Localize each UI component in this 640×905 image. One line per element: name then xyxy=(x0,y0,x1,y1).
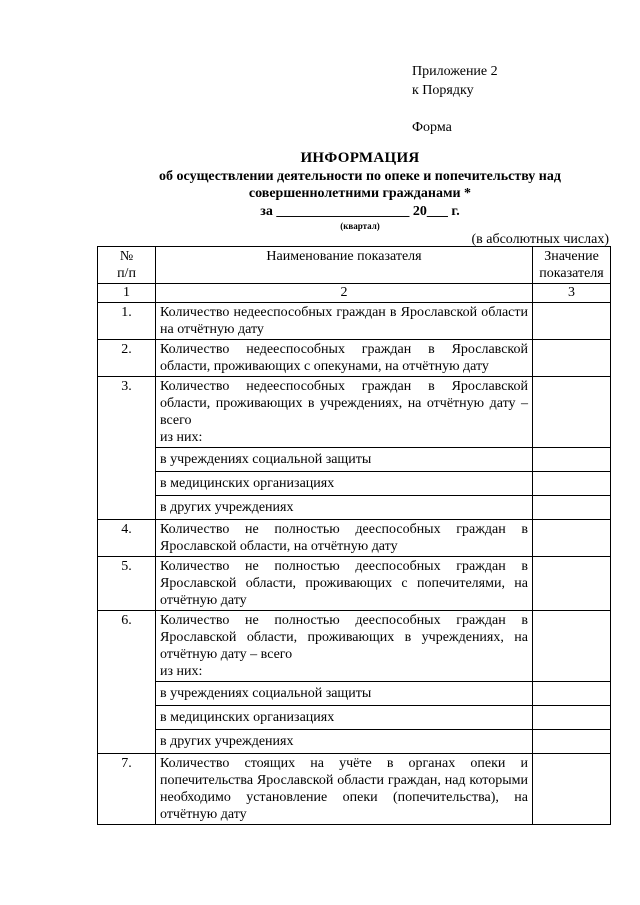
subrow-value-cell xyxy=(533,448,611,472)
header-value-line-1: Значение xyxy=(544,249,599,264)
appendix-line-2: к Порядку xyxy=(412,83,474,98)
column-number-row xyxy=(98,284,611,303)
table-subrow xyxy=(98,682,611,706)
sub-label: из них: xyxy=(160,430,203,445)
subrow-indicator-name: в учреждениях социальной защиты xyxy=(156,682,533,706)
row-number: 5. xyxy=(98,557,156,611)
row-value-cell xyxy=(533,611,611,682)
table-body xyxy=(98,303,611,825)
subrow-indicator-name: в медицинских организациях xyxy=(156,472,533,496)
indicator-text: Количество не полностью дееспособных граждан в Ярославской области, проживающих в учреждениях, на отчётную дату – всего xyxy=(160,613,528,662)
row-indicator-name xyxy=(156,754,533,825)
subrow-value-cell xyxy=(533,706,611,730)
row-number: 4. xyxy=(98,520,156,557)
row-number: 6. xyxy=(98,611,156,682)
row-number: 1. xyxy=(98,303,156,340)
row-indicator-name xyxy=(156,520,533,557)
indicator-text: Количество не полностью дееспособных граждан в Ярославской области, проживающих с попечителями, на отчётную дату xyxy=(160,559,528,608)
subrow-number xyxy=(98,472,156,496)
document-subtitle-line-1: об осуществлении деятельности по опеке и попечительству над xyxy=(159,169,561,184)
subrow-value-cell xyxy=(533,472,611,496)
appendix-line-1: Приложение 2 xyxy=(412,64,498,79)
column-number-1: 1 xyxy=(98,284,156,303)
table-subrow xyxy=(98,448,611,472)
document-title-block xyxy=(100,149,620,232)
indicators-table xyxy=(97,246,611,825)
appendix-block xyxy=(412,62,498,137)
row-number: 2. xyxy=(98,340,156,377)
document-subtitle-line-2: совершеннолетними гражданами * xyxy=(248,186,472,201)
subrow-indicator-name: в медицинских организациях xyxy=(156,706,533,730)
indicator-text: Количество недееспособных граждан в Ярославской области, проживающих с опекунами, на отчётную дату xyxy=(160,342,528,374)
form-label: Форма xyxy=(412,120,452,135)
subrow-number xyxy=(98,706,156,730)
row-number: 7. xyxy=(98,754,156,825)
table-subrow xyxy=(98,730,611,754)
sub-label: из них: xyxy=(160,664,203,679)
table-row xyxy=(98,303,611,340)
subrow-value-cell xyxy=(533,496,611,520)
subrow-value-cell xyxy=(533,730,611,754)
header-num-line-1: № xyxy=(119,249,134,264)
table-row xyxy=(98,557,611,611)
subrow-indicator-name: в других учреждениях xyxy=(156,730,533,754)
row-indicator-name xyxy=(156,303,533,340)
subrow-number xyxy=(98,448,156,472)
indicator-text: Количество не полностью дееспособных граждан в Ярославской области, на отчётную дату xyxy=(160,522,528,554)
table-row xyxy=(98,520,611,557)
table-row xyxy=(98,377,611,448)
indicator-text: Количество недееспособных граждан в Ярославской области, проживающих в учреждениях, на отчётную дату – всего xyxy=(160,379,528,428)
table-row xyxy=(98,340,611,377)
header-name: Наименование показателя xyxy=(156,247,533,284)
row-value-cell xyxy=(533,340,611,377)
quarter-note: (квартал) xyxy=(340,221,380,231)
document-title: ИНФОРМАЦИЯ xyxy=(300,150,420,166)
table-row xyxy=(98,754,611,825)
row-value-cell xyxy=(533,754,611,825)
row-value-cell xyxy=(533,520,611,557)
table-subrow xyxy=(98,706,611,730)
row-indicator-name xyxy=(156,557,533,611)
row-indicator-name xyxy=(156,377,533,448)
indicator-text: Количество недееспособных граждан в Ярославской области на отчётную дату xyxy=(160,305,528,337)
subrow-number xyxy=(98,496,156,520)
subrow-number xyxy=(98,730,156,754)
row-number: 3. xyxy=(98,377,156,448)
row-value-cell xyxy=(533,303,611,340)
period-line: за ___________________ 20___ г. xyxy=(260,204,460,219)
column-number-2: 2 xyxy=(156,284,533,303)
table-subrow xyxy=(98,496,611,520)
row-indicator-name xyxy=(156,611,533,682)
table-row xyxy=(98,611,611,682)
row-value-cell xyxy=(533,557,611,611)
row-value-cell xyxy=(533,377,611,448)
subrow-indicator-name: в учреждениях социальной защиты xyxy=(156,448,533,472)
column-number-3: 3 xyxy=(533,284,611,303)
indicator-text: Количество стоящих на учёте в органах опеки и попечительства Ярославской области граждан, над которыми необходимо установление опеки (попечительства), на отчётную дату xyxy=(160,756,528,822)
header-num-line-2: п/п xyxy=(117,266,136,281)
table-header-row xyxy=(98,247,611,284)
table-subrow xyxy=(98,472,611,496)
units-note: (в абсолютных числах) xyxy=(471,232,609,247)
subrow-number xyxy=(98,682,156,706)
header-value-line-2: показателя xyxy=(539,266,604,281)
header-num xyxy=(98,247,156,284)
subrow-indicator-name: в других учреждениях xyxy=(156,496,533,520)
header-value xyxy=(533,247,611,284)
row-indicator-name xyxy=(156,340,533,377)
subrow-value-cell xyxy=(533,682,611,706)
